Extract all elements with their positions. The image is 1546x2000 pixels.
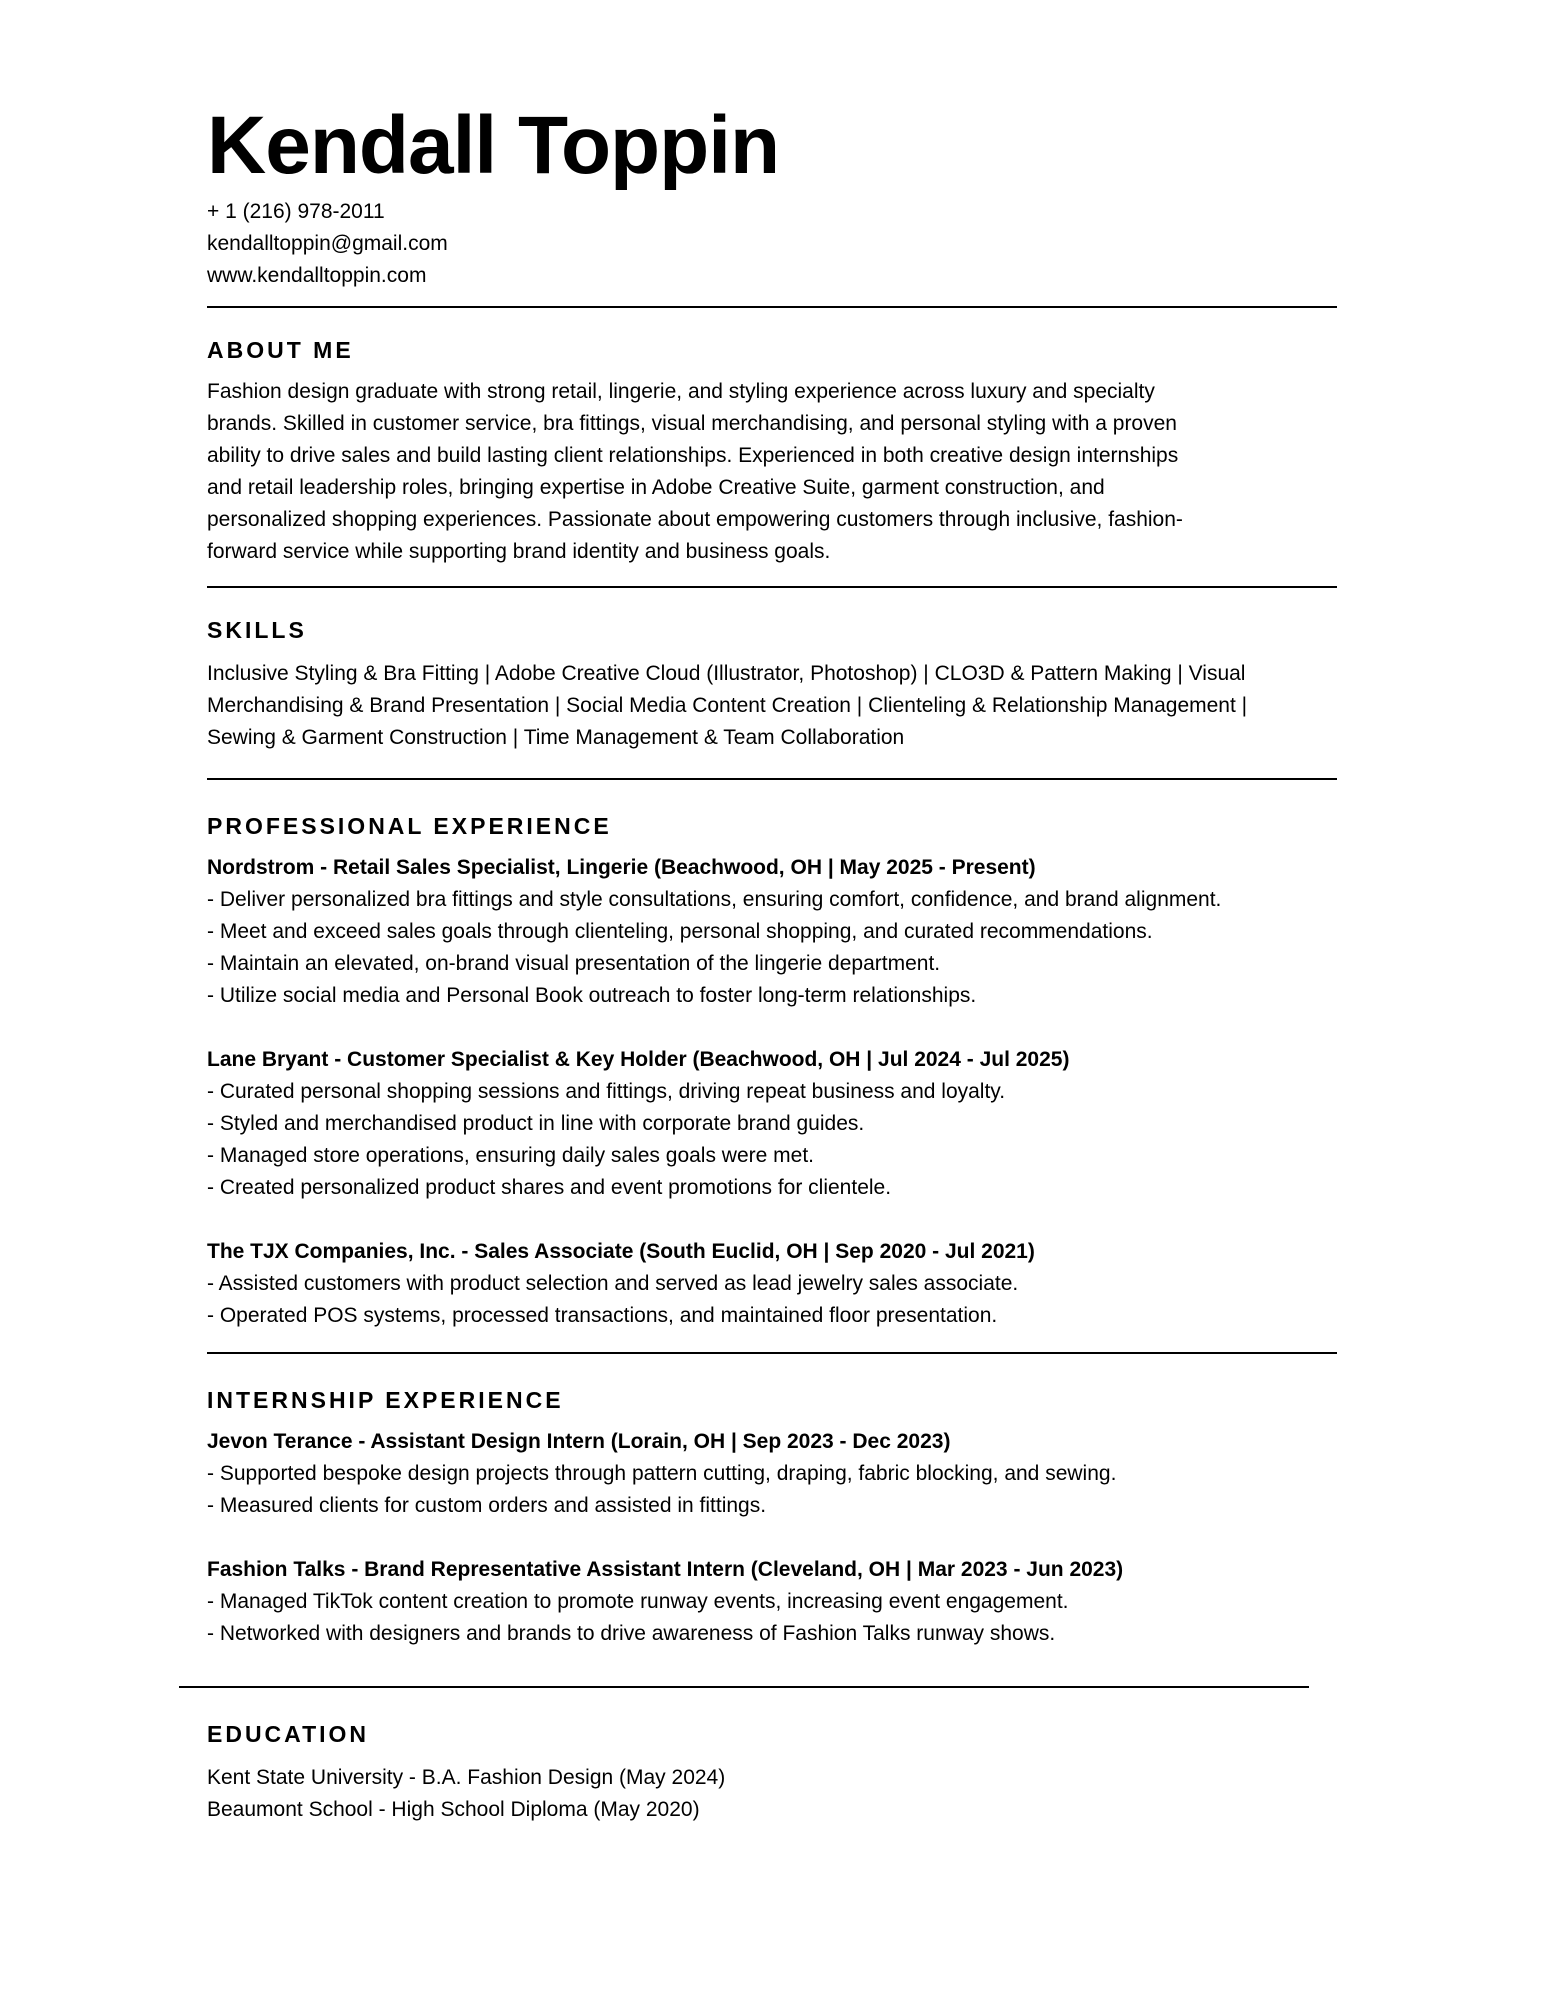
professional-heading: PROFESSIONAL EXPERIENCE <box>207 813 612 839</box>
job-entry <box>207 1236 1367 1332</box>
internship-bullet: - Networked with designers and brands to drive awareness of Fashion Talks runway shows. <box>207 1622 1056 1645</box>
internship-bullet: - Measured clients for custom orders and assisted in fittings. <box>207 1494 767 1517</box>
internship-experience-section <box>207 1384 1367 1650</box>
internship-title: Jevon Terance - Assistant Design Intern (Lorain, OH | Sep 2023 - Dec 2023) <box>207 1430 951 1453</box>
skills-heading: SKILLS <box>207 617 307 643</box>
resume-page <box>207 96 1367 1826</box>
job-title: Nordstrom - Retail Sales Specialist, Lingerie (Beachwood, OH | May 2025 - Present) <box>207 856 1036 879</box>
about-paragraph <box>207 376 1347 568</box>
phone-number: + 1 (216) 978-2011 <box>207 200 385 223</box>
divider <box>207 306 1337 308</box>
job-title: The TJX Companies, Inc. - Sales Associate (South Euclid, OH | Sep 2020 - Jul 2021) <box>207 1240 1035 1263</box>
about-line: Fashion design graduate with strong retail, lingerie, and styling experience across luxury and specialty <box>207 380 1155 403</box>
job-entry <box>207 852 1367 1012</box>
divider <box>207 1352 1337 1354</box>
divider <box>207 778 1337 780</box>
job-bullet: - Created personalized product shares and event promotions for clientele. <box>207 1176 892 1199</box>
resume-header <box>207 96 1367 292</box>
education-entry: Kent State University - B.A. Fashion Design (May 2024) <box>207 1766 726 1789</box>
professional-experience-section <box>207 810 1367 1332</box>
website-url: www.kendalltoppin.com <box>207 264 427 287</box>
internship-bullet: - Managed TikTok content creation to promote runway events, increasing event engagement. <box>207 1590 1069 1613</box>
internship-heading: INTERNSHIP EXPERIENCE <box>207 1387 564 1413</box>
about-line: brands. Skilled in customer service, bra fittings, visual merchandising, and personal styling with a proven <box>207 412 1177 435</box>
skills-list <box>207 658 1367 754</box>
job-bullet: - Assisted customers with product selection and served as lead jewelry sales associate. <box>207 1272 1019 1295</box>
divider <box>207 586 1337 588</box>
education-list <box>207 1762 1367 1826</box>
skills-section <box>207 614 1367 754</box>
internship-bullet: - Supported bespoke design projects through pattern cutting, draping, fabric blocking, and sewing. <box>207 1462 1117 1485</box>
internship-title: Fashion Talks - Brand Representative Assistant Intern (Cleveland, OH | Mar 2023 - Jun 2023) <box>207 1558 1124 1581</box>
about-heading: ABOUT ME <box>207 337 354 363</box>
candidate-name: Kendall Toppin <box>207 100 780 191</box>
job-bullet: - Styled and merchandised product in line with corporate brand guides. <box>207 1112 865 1135</box>
job-bullet: - Meet and exceed sales goals through clienteling, personal shopping, and curated recommendations. <box>207 920 1153 943</box>
job-bullet: - Curated personal shopping sessions and fittings, driving repeat business and loyalty. <box>207 1080 1006 1103</box>
job-entry <box>207 1044 1367 1204</box>
job-bullet: - Managed store operations, ensuring daily sales goals were met. <box>207 1144 814 1167</box>
job-title: Lane Bryant - Customer Specialist & Key Holder (Beachwood, OH | Jul 2024 - Jul 2025) <box>207 1048 1070 1071</box>
internship-entry <box>207 1426 1367 1522</box>
internship-entry <box>207 1554 1367 1650</box>
about-line: personalized shopping experiences. Passionate about empowering customers through inclusive, fashion- <box>207 508 1183 531</box>
skills-line: Sewing & Garment Construction | Time Management & Team Collaboration <box>207 726 905 749</box>
job-bullet: - Operated POS systems, processed transactions, and maintained floor presentation. <box>207 1304 998 1327</box>
about-line: forward service while supporting brand identity and business goals. <box>207 540 831 563</box>
about-section <box>207 334 1367 568</box>
about-line: ability to drive sales and build lasting client relationships. Experienced in both creative design internships <box>207 444 1179 467</box>
email-address: kendalltoppin@gmail.com <box>207 232 448 255</box>
education-entry: Beaumont School - High School Diploma (May 2020) <box>207 1798 700 1821</box>
job-bullet: - Maintain an elevated, on-brand visual presentation of the lingerie department. <box>207 952 941 975</box>
about-line: and retail leadership roles, bringing expertise in Adobe Creative Suite, garment construction, and <box>207 476 1105 499</box>
skills-line: Inclusive Styling & Bra Fitting | Adobe Creative Cloud (Illustrator, Photoshop) | CLO3D & Pattern Making | Visual <box>207 662 1246 685</box>
job-bullet: - Deliver personalized bra fittings and style consultations, ensuring comfort, confidence, and brand alignment. <box>207 888 1222 911</box>
education-heading: EDUCATION <box>207 1721 370 1747</box>
job-bullet: - Utilize social media and Personal Book outreach to foster long-term relationships. <box>207 984 977 1007</box>
divider <box>179 1686 1309 1688</box>
education-section <box>207 1718 1367 1826</box>
skills-line: Merchandising & Brand Presentation | Social Media Content Creation | Clienteling & Relationship Management | <box>207 694 1248 717</box>
